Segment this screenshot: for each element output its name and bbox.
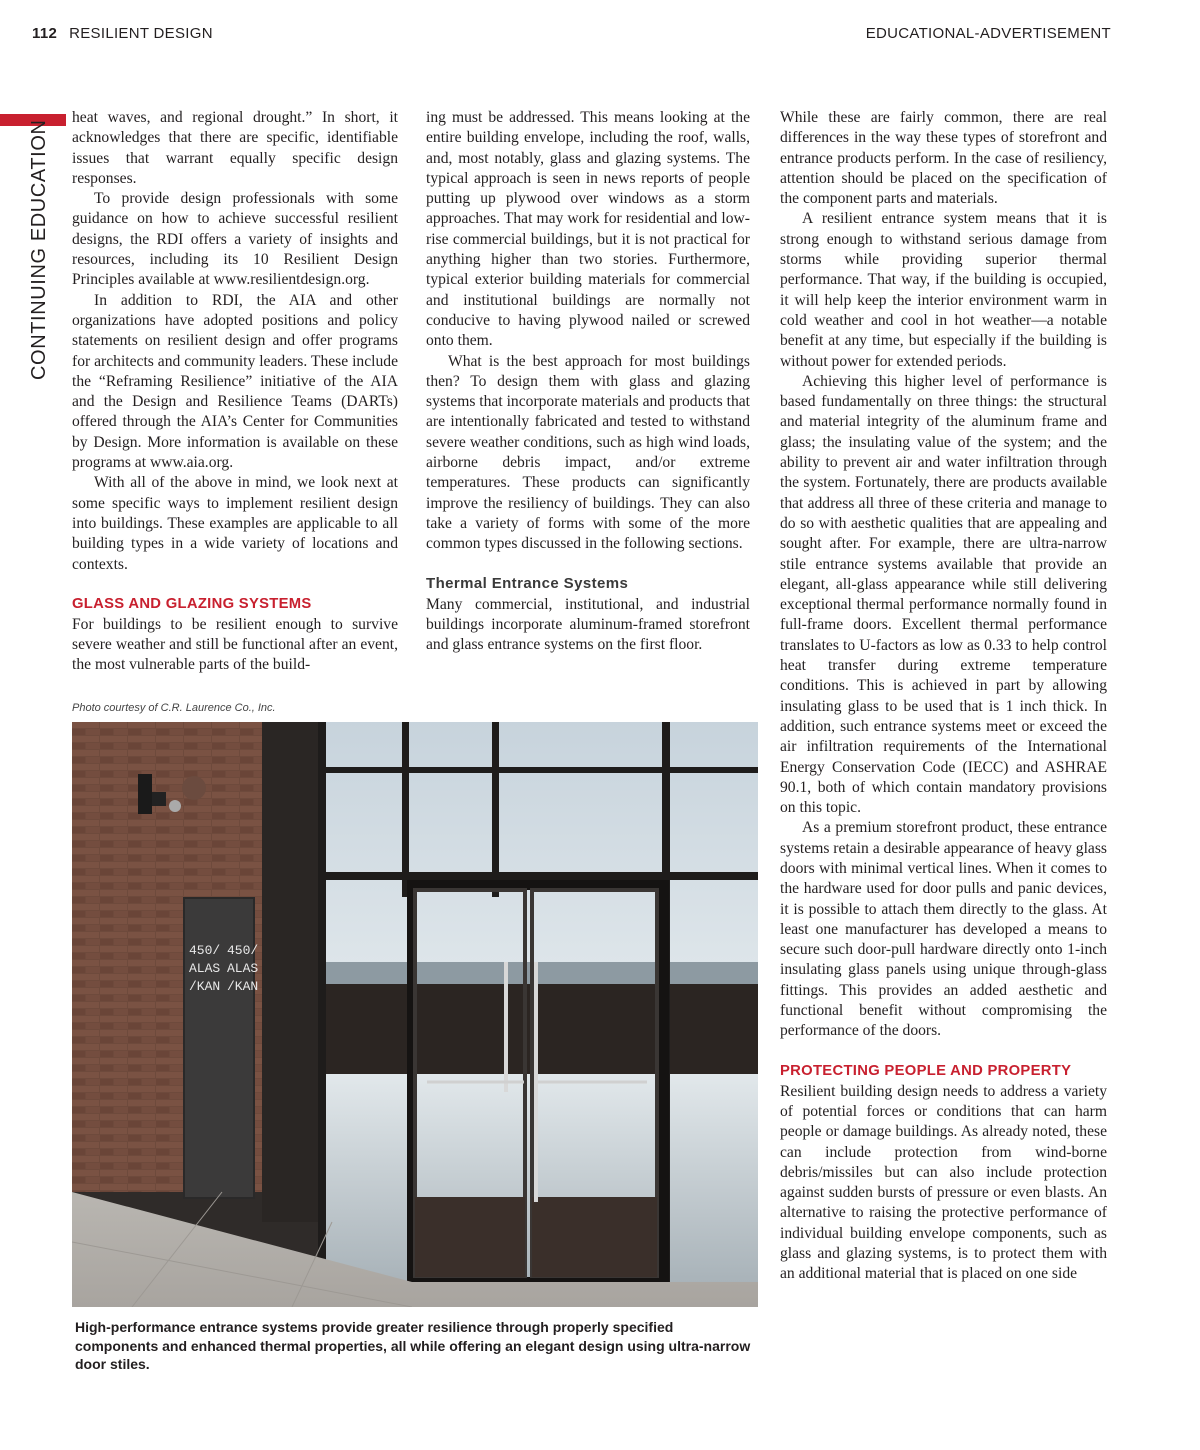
sign-line-3b: /KAN <box>227 979 259 994</box>
entrance-photo <box>72 722 758 1307</box>
sign-line-2: ALAS <box>189 961 221 976</box>
paragraph: Achieving this higher level of performance is based fundamentally on three things: the structural and material integrity of the aluminum frame and glass; the insulating value of the system; and the ability to prevent air and water infiltration through the system. Fortunately, there are products available that address all three of these criteria and manage to do so with aesthetic qualities that are appealing and sought after. For example, there are ultra-narrow stile entrance systems available that provide an elegant, all-glass appearance while still delivering exceptional thermal performance normally found in full-frame doors. Excellent thermal performance translates to U-factors as low as 0.33 to help control heat transfer during extreme temperature conditions. This is achieved in part by allowing insulating glass to be used that is 1 inch thick. In addition, such entrance systems meet or exceed the air infiltration requirements of the International Energy Conservation Code (IECC) and ASHRAE 90.1, both of which contain mandatory provisions on this topic. <box>780 372 1107 817</box>
paragraph: heat waves, and regional drought.” In short, it acknowledges that there are specific, identifiable issues that warrant equally specific design responses. <box>72 109 398 187</box>
section-title: RESILIENT DESIGN <box>69 25 213 42</box>
paragraph: Many commercial, institutional, and industrial buildings incorporate aluminum-framed storefront and glass entrance systems on the first floor. <box>426 595 750 654</box>
text-column-3 <box>780 108 1107 1285</box>
photo-credit: Photo courtesy of C.R. Laurence Co., Inc. <box>72 702 276 714</box>
photo-caption: High-performance entrance systems provide greater resilience through properly specified components and enhanced thermal properties, all while offering an elegant design using ultra-narrow door stiles. <box>75 1319 751 1372</box>
paragraph: To provide design professionals with some guidance on how to achieve successful resilient designs, the RDI offers a variety of insights and resources, including its 10 Resilient Design Principles available at www.resilientdesign.org. <box>72 190 398 289</box>
paragraph: For buildings to be resilient enough to survive severe weather and still be functional after an event, the most vulnerable parts of the build- <box>72 615 398 674</box>
paragraph: ing must be addressed. This means looking at the entire building envelope, including the roof, walls, and, most notably, glass and glazing systems. The typical approach is seen in news reports of people putting up plywood over windows as a storm approaches. That may work for residential and low-rise commercial buildings, but it is not practical for anything higher than two stories. Furthermore, typical exterior building materials for commercial and institutional buildings are normally not conducive to having plywood nailed or screwed onto them. <box>426 109 750 350</box>
paragraph: In addition to RDI, the AIA and other organizations have adopted positions and policy statements on resilient design and offer programs for architects and community leaders. These include the “Reframing Resilience” initiative of the AIA and the Design and Resilience Teams (DARTs) offered through the AIA’s Center for Communities by Design. More information is available on these programs at www.aia.org. <box>72 291 398 472</box>
sign-line-1b: 450/ <box>227 943 259 958</box>
sidebar-label: CONTINUING EDUCATION <box>28 119 50 380</box>
subheading-thermal-entrance: Thermal Entrance Systems <box>426 574 629 592</box>
paragraph: While these are fairly common, there are real differences in the way these types of storefront and entrance products perform. In the case of resiliency, attention should be placed on the specification of the component parts and materials. <box>780 109 1107 208</box>
running-header <box>32 25 213 42</box>
paragraph: What is the best approach for most buildings then? To design them with glass and glazing systems that incorporate materials and products that are intentionally fabricated and tested to withstand severe weather conditions, such as high wind loads, airborne debris impact, and/or extreme temperatures. These products can significantly improve the resiliency of buildings. They can also take a variety of forms with some of the more common types discussed in the following sections. <box>426 352 750 553</box>
sign-line-2b: ALAS <box>227 961 259 976</box>
paragraph: A resilient entrance system means that it is strong enough to withstand serious damage from storms while providing superior thermal performance. That way, if the building is occupied, it will help keep the interior environment warm in cold weather and cool in hot weather—a notable benefit at any time, but especially if the building is without power for extended periods. <box>780 210 1107 370</box>
sign-line-3: /KAN <box>189 979 221 994</box>
section-heading-protecting: PROTECTING PEOPLE AND PROPERTY <box>780 1062 1072 1079</box>
text-column-1 <box>72 108 398 676</box>
page-number: 112 <box>32 25 58 42</box>
paragraph: As a premium storefront product, these entrance systems retain a desirable appearance of heavy glass doors with minimal vertical lines. When it comes to the hardware used for door pulls and panic devices, it is possible to attach them directly to the glass. At least one manufacturer has developed a means to secure such door-pull hardware directly onto 1-inch insulating glass panels using unique through-glass fittings. This provides an added aesthetic and functional benefit without compromising the performance of the doors. <box>780 819 1107 1040</box>
section-heading-glass-glazing: GLASS AND GLAZING SYSTEMS <box>72 595 312 612</box>
text-column-2 <box>426 108 750 655</box>
paragraph: Resilient building design needs to address a variety of potential forces or conditions that can harm people or damage buildings. As already noted, these can include protection from wind-borne debris/missiles but can also include protection against sudden bursts of pressure or even blasts. An alternative to raising the protective performance of individual building envelope components, such as glass and glazing systems, is to protect them with an additional material that is placed on one side <box>780 1082 1107 1283</box>
advertisement-tag: EDUCATIONAL-ADVERTISEMENT <box>865 25 1111 42</box>
sign-line-1: 450/ <box>189 943 221 958</box>
paragraph: With all of the above in mind, we look next at some specific ways to implement resilient design into buildings. These examples are applicable to all building types in a wide variety of locations and contexts. <box>72 474 398 573</box>
